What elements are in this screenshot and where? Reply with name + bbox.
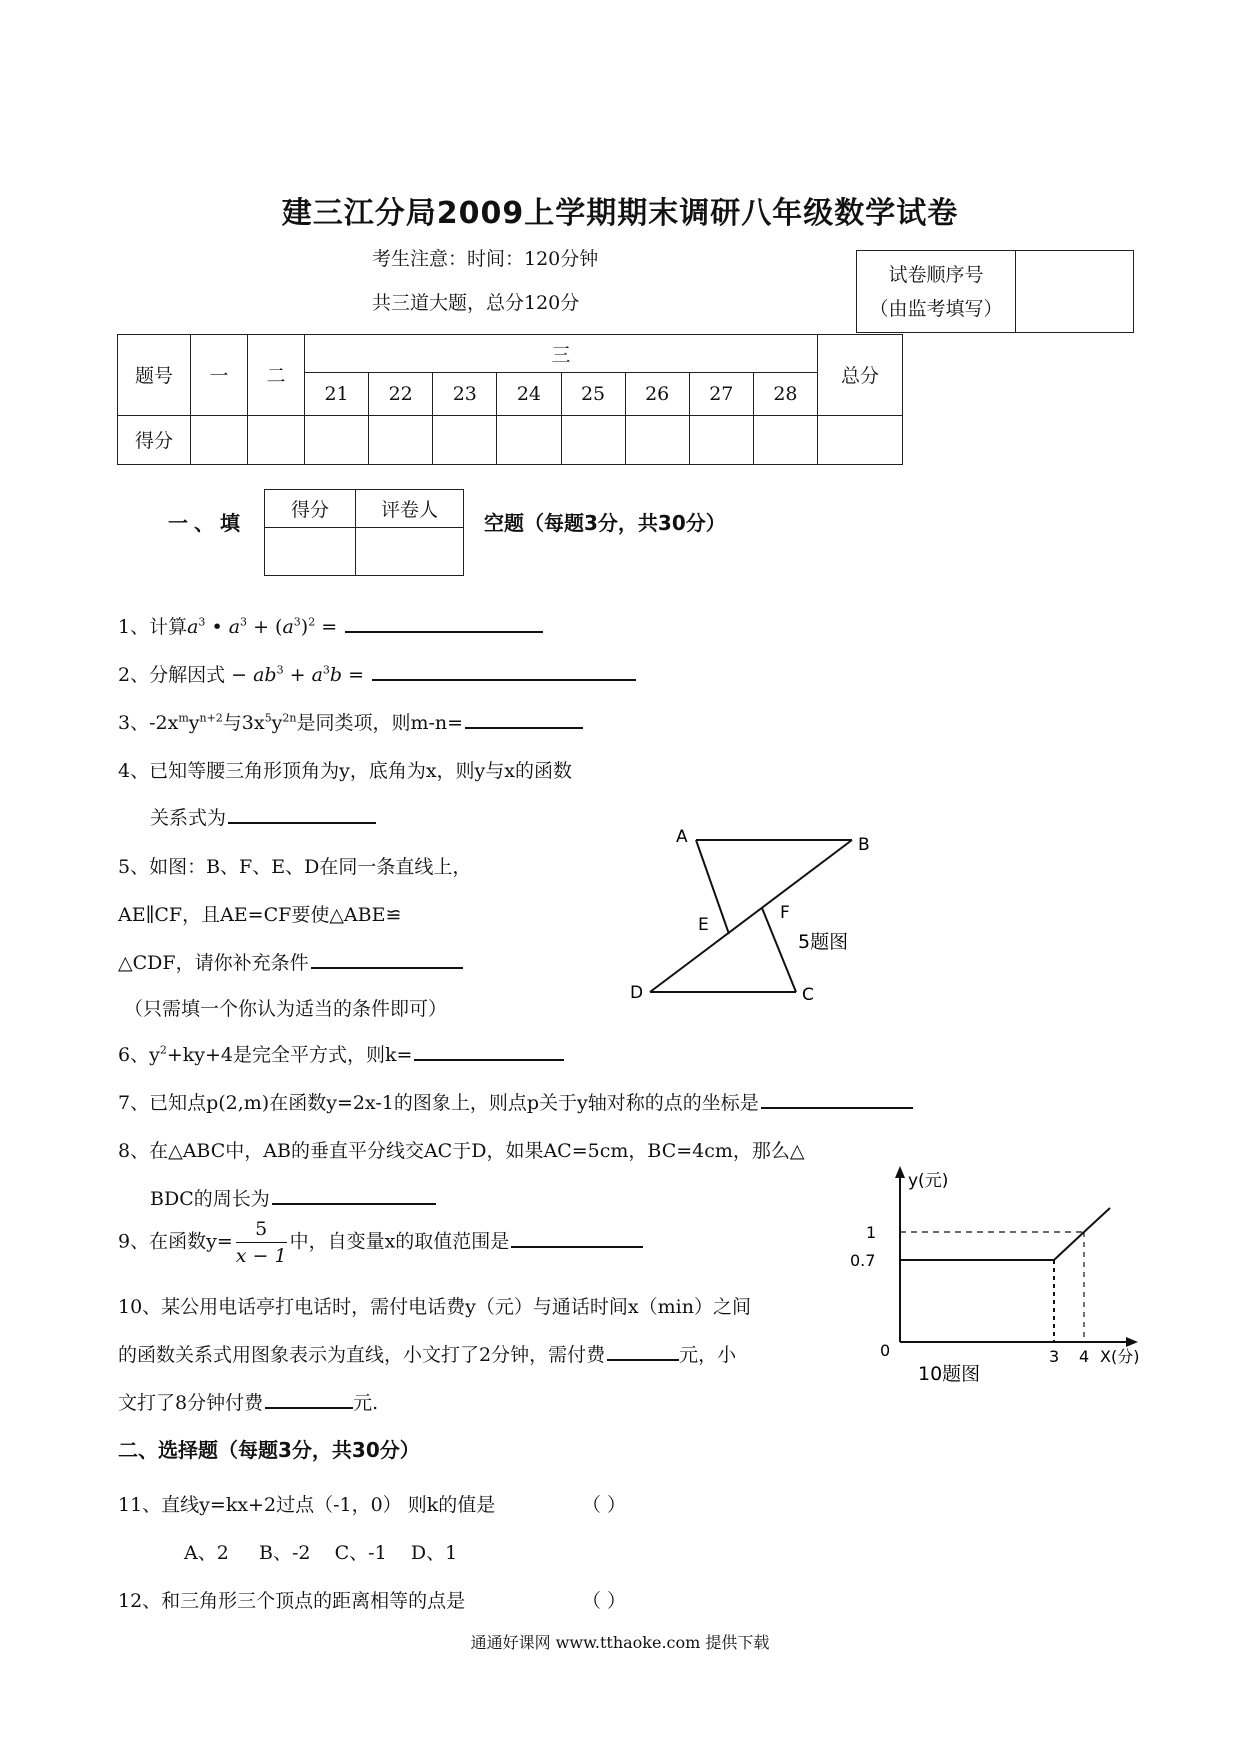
question-12-answer-paren[interactable]: （ ） <box>582 1590 627 1612</box>
section1-score-box <box>264 489 464 576</box>
fig10-tick-x4: 4 <box>1079 1347 1090 1366</box>
q7-text: 7、已知点p(2,m)在函数y=2x-1的图象上，则点p关于y轴对称的点的坐标是 <box>118 1092 759 1114</box>
fig10-y-arrow <box>895 1166 905 1178</box>
question-2: 2、分解因式 − $ab^3 + a^3b$ = <box>118 660 636 687</box>
fig5-segment-fc <box>762 908 796 992</box>
question-9 <box>118 1216 643 1269</box>
score-cell[interactable] <box>369 415 433 464</box>
q10-answer-blank-2[interactable] <box>265 1406 353 1409</box>
fig10-ylabel: y(元) <box>908 1171 949 1191</box>
question-12-stem: 12、和三角形三个顶点的距离相等的点是 <box>118 1590 466 1612</box>
q9-answer-blank[interactable] <box>511 1245 643 1248</box>
q3-sup4: 2n <box>282 711 297 725</box>
fig5-label-a: A <box>676 827 688 847</box>
q10-answer-blank-1[interactable] <box>607 1358 679 1361</box>
header-q28: 28 <box>753 373 817 415</box>
serial-number-box <box>856 250 1134 333</box>
question-11-stem: 11、直线y=kx+2过点（-1，0） 则k的值是 <box>118 1494 496 1516</box>
box-grader-label: 评卷人 <box>356 490 464 528</box>
question-3 <box>118 708 583 735</box>
header-tihao: 题号 <box>118 335 191 416</box>
section1-title: 空题（每题3分，共30分） <box>484 511 726 535</box>
fig10-tick-x3: 3 <box>1049 1347 1060 1366</box>
question-5-line1: 5、如图：B、F、E、D在同一条直线上， <box>118 856 472 878</box>
question-7 <box>118 1088 913 1115</box>
header-part1: 一 <box>191 335 248 416</box>
q1-answer-blank[interactable] <box>345 630 543 633</box>
q6-answer-blank[interactable] <box>414 1058 564 1061</box>
fig10-tick-y1: 1 <box>866 1223 877 1242</box>
box-score-cell[interactable] <box>265 528 356 576</box>
score-cell[interactable] <box>248 415 305 464</box>
q3-text-e: 是同类项，则m-n= <box>296 712 464 734</box>
q5-label: △CDF，请你补充条件 <box>118 952 309 974</box>
q3-text-c: 与3x <box>222 712 265 734</box>
q3-sup3: 5 <box>264 711 272 725</box>
q10-text-a: 的函数关系式用图象表示为直线，小文打了2分钟，需付费 <box>118 1344 606 1366</box>
header-q27: 27 <box>689 373 753 415</box>
q9-text-a: 9、在函数y= <box>118 1230 233 1253</box>
score-cell[interactable] <box>305 415 369 464</box>
fig5-segment-db <box>650 840 852 992</box>
question-8-line2 <box>150 1184 436 1211</box>
header-q21: 21 <box>305 373 369 415</box>
footer-credit: 通通好课网 www.tthaoke.com 提供下载 <box>470 1633 770 1652</box>
q4-label: 关系式为 <box>150 807 227 829</box>
q1-prefix: 1、计算 <box>118 616 188 638</box>
header-q24: 24 <box>497 373 561 415</box>
header-q23: 23 <box>433 373 497 415</box>
fig5-label-f: F <box>780 903 790 923</box>
score-cell[interactable] <box>625 415 689 464</box>
q9-text-b: 中，自变量x的取值范围是 <box>289 1230 510 1253</box>
box-grader-cell[interactable] <box>356 528 464 576</box>
fig5-label-e: E <box>698 915 709 935</box>
box-score-label: 得分 <box>265 490 356 528</box>
header-q22: 22 <box>369 373 433 415</box>
q2-answer-blank[interactable] <box>372 678 636 681</box>
q9-numerator: 5 <box>236 1216 287 1243</box>
question-10-line1: 10、某公用电话亭打电话时，需付电话费y（元）与通话时间x（min）之间 <box>118 1296 751 1318</box>
serial-value-cell[interactable] <box>1016 251 1134 333</box>
section1-prefix: 一、填 <box>168 511 246 535</box>
exam-notice-total: 共三道大题，总分120分 <box>372 292 580 314</box>
question-8-line1: 8、在△ABC中，AB的垂直平分线交AC于D，如果AC=5cm，BC=4cm，那么△ <box>118 1140 805 1162</box>
q5-answer-blank[interactable] <box>311 966 463 969</box>
exam-notice-time: 考生注意：时间：120分钟 <box>372 248 599 270</box>
q10-text-d: 元. <box>353 1392 379 1414</box>
serial-label: 试卷顺序号 <box>888 263 984 286</box>
header-total: 总分 <box>818 335 903 416</box>
figure-10 <box>846 1160 1152 1396</box>
q3-text-b: y <box>188 712 200 734</box>
q2-prefix: 2、分解因式 <box>118 664 226 686</box>
q3-answer-blank[interactable] <box>465 726 583 729</box>
question-5-line4: （只需填一个你认为适当的条件即可） <box>124 998 448 1020</box>
question-1: 1、计算$a^3$ • $a^3 + (a^3)^2$ = <box>118 612 543 639</box>
serial-sublabel: （由监考填写） <box>869 297 1003 320</box>
question-10-line3 <box>118 1388 378 1415</box>
q10-text-b: 元，小 <box>679 1344 737 1366</box>
score-cell[interactable] <box>689 415 753 464</box>
fig5-label-c: C <box>802 985 814 1005</box>
score-table <box>117 334 903 465</box>
fig10-rising-segment <box>1054 1232 1084 1260</box>
question-10-line2 <box>118 1340 736 1367</box>
fig10-origin: 0 <box>880 1341 891 1360</box>
q3-text-a: 3、-2x <box>118 712 179 734</box>
score-cell[interactable] <box>497 415 561 464</box>
q7-answer-blank[interactable] <box>761 1106 913 1109</box>
score-cell[interactable] <box>433 415 497 464</box>
fig10-x-arrow <box>1126 1337 1138 1347</box>
serial-label-cell <box>857 251 1016 333</box>
q8-answer-blank[interactable] <box>272 1202 436 1205</box>
q3-text-d: y <box>271 712 283 734</box>
question-4-line2 <box>150 803 376 830</box>
row-defen: 得分 <box>118 415 191 464</box>
q4-answer-blank[interactable] <box>228 821 376 824</box>
section2-title: 二、选择题（每题3分，共30分） <box>118 1438 420 1462</box>
score-cell[interactable] <box>753 415 817 464</box>
fig5-label-d: D <box>630 983 644 1003</box>
q10-text-c: 文打了8分钟付费 <box>118 1392 264 1414</box>
q9-fraction <box>236 1216 287 1269</box>
question-5-line3 <box>118 948 463 975</box>
q3-sup2: n+2 <box>199 711 223 725</box>
question-11-answer-paren[interactable]: （ ） <box>582 1494 627 1516</box>
fig10-caption: 10题图 <box>918 1363 981 1385</box>
question-11-options: A、2 B、-2 C、-1 D、1 <box>184 1542 458 1564</box>
score-cell[interactable] <box>191 415 248 464</box>
page-title: 建三江分局2009上学期期末调研八年级数学试卷 <box>281 196 959 231</box>
fig10-xlabel: X(分) <box>1100 1347 1140 1366</box>
q8-label: BDC的周长为 <box>150 1188 270 1210</box>
header-q25: 25 <box>561 373 625 415</box>
question-4-line1: 4、已知等腰三角形顶角为y，底角为x，则y与x的函数 <box>118 760 572 782</box>
fig10-tick-y07: 0.7 <box>850 1251 876 1270</box>
score-cell[interactable] <box>561 415 625 464</box>
question-6: 6、$y^2+ky+4$是完全平方式，则k= <box>118 1040 564 1067</box>
question-5-line2: AE∥CF，且AE=CF要使△ABE≌ <box>118 904 402 926</box>
fig10-rising-extension <box>1084 1208 1110 1232</box>
figure-5 <box>620 820 910 1010</box>
header-q26: 26 <box>625 373 689 415</box>
fig5-caption: 5题图 <box>798 931 849 953</box>
q6-text-b: +ky+4是完全平方式，则k= <box>166 1044 413 1066</box>
header-part2: 二 <box>248 335 305 416</box>
header-part3: 三 <box>305 335 818 373</box>
q9-denominator: x − 1 <box>235 1245 287 1267</box>
q3-sup1: m <box>178 711 189 725</box>
score-cell[interactable] <box>818 415 903 464</box>
q6-text-a: 6、y <box>118 1044 160 1066</box>
fig5-label-b: B <box>858 835 870 855</box>
